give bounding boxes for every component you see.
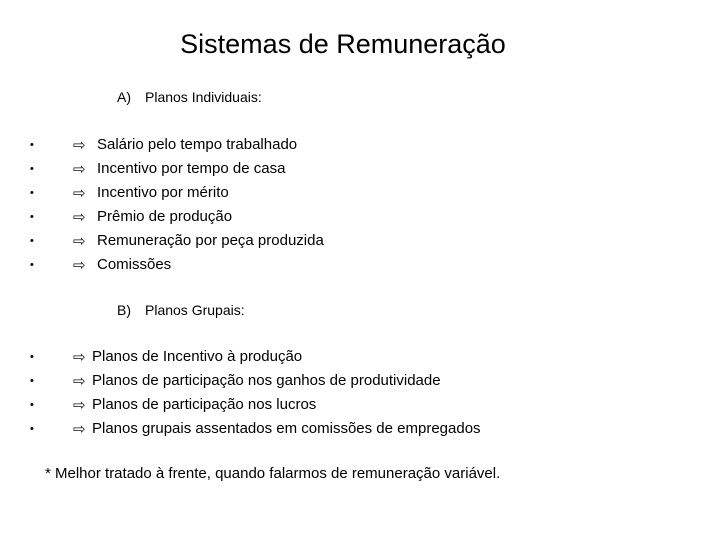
arrow-icon: ⇨ <box>73 208 86 226</box>
arrow-icon: ⇨ <box>73 160 86 178</box>
list-item-text: Comissões <box>97 256 172 273</box>
footnote: * Melhor tratado à frente, quando falarmos de remuneração variável. <box>45 465 501 482</box>
list-item-text: Incentivo por tempo de casa <box>97 160 286 177</box>
list-item-text: Planos de participação nos ganhos de produtividade <box>92 372 441 389</box>
arrow-icon: ⇨ <box>73 256 86 274</box>
bullet-icon: • <box>30 351 34 363</box>
slide-title: Sistemas de Remuneração <box>180 29 506 59</box>
bullet-icon: • <box>30 423 34 435</box>
bullet-icon: • <box>30 375 34 387</box>
list-item-text: Incentivo por mérito <box>97 184 229 201</box>
arrow-icon: ⇨ <box>73 348 86 366</box>
arrow-icon: ⇨ <box>73 372 86 390</box>
list-item-text: Planos de Incentivo à produção <box>92 348 303 365</box>
bullet-icon: • <box>30 211 34 223</box>
arrow-icon: ⇨ <box>73 232 86 250</box>
bullet-icon: • <box>30 259 34 271</box>
bullet-icon: • <box>30 139 34 151</box>
bullet-icon: • <box>30 187 34 199</box>
arrow-icon: ⇨ <box>73 136 86 154</box>
bullet-icon: • <box>30 399 34 411</box>
section-b-label: Planos Grupais: <box>145 302 245 318</box>
bullet-icon: • <box>30 235 34 247</box>
section-b-heading <box>117 301 245 319</box>
section-a-label: Planos Individuais: <box>145 89 262 105</box>
arrow-icon: ⇨ <box>73 396 86 414</box>
section-a-heading <box>117 88 262 106</box>
list-item-text: Prêmio de produção <box>97 208 233 225</box>
section-b-marker: B) <box>117 302 131 318</box>
list-item-text: Planos de participação nos lucros <box>92 396 317 413</box>
arrow-icon: ⇨ <box>73 184 86 202</box>
list-item-text: Salário pelo tempo trabalhado <box>97 136 298 153</box>
bullet-icon: • <box>30 163 34 175</box>
list-item-text: Planos grupais assentados em comissões de empregados <box>92 420 481 437</box>
arrow-icon: ⇨ <box>73 420 86 438</box>
list-item-text: Remuneração por peça produzida <box>97 232 324 249</box>
section-a-marker: A) <box>117 89 131 105</box>
